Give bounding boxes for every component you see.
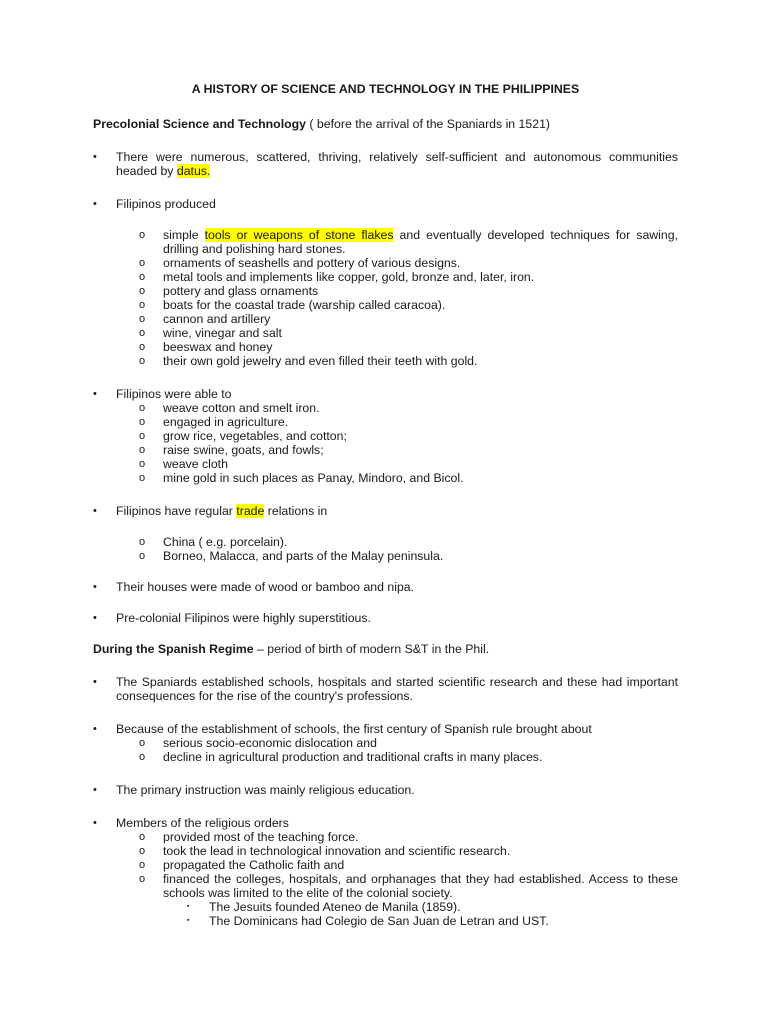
list-item: • There were numerous, scattered, thriving, relatively self-sufficient and autonomous communities headed by datus. (93, 150, 678, 178)
sublist-item: o provided most of the teaching force. (139, 830, 678, 844)
spanish-heading: During the Spanish Regime (93, 642, 254, 656)
sublist-item: o simple tools or weapons of stone flakes and eventually developed techniques for sawing, drilling and polishing hard stones. (139, 228, 678, 256)
sublist-item: o grow rice, vegetables, and cotton; (139, 429, 678, 443)
highlight-stone-tools: tools or weapons of stone flakes (204, 228, 394, 242)
sublist-schools (187, 900, 678, 928)
precolonial-subheading: ( before the arrival of the Spaniards in 1521) (305, 117, 551, 131)
sublist-item: o ornaments of seashells and pottery of various designs. (139, 256, 678, 270)
sublist-item: ▪ The Jesuits founded Ateneo de Manila (1859). (187, 900, 678, 914)
spanish-heading-line (93, 642, 678, 656)
sublist-item: o China ( e.g. porcelain). (139, 535, 678, 549)
sublist-item: o cannon and artillery (139, 312, 678, 326)
sublist-item: o weave cloth (139, 457, 678, 471)
precolonial-list (93, 150, 678, 625)
precolonial-heading: Precolonial Science and Technology (93, 117, 306, 131)
list-item: • Filipinos have regular trade relations in o China ( e.g. porcelain). o Borneo, Malacca, and parts of the Malay peninsula. (93, 504, 678, 563)
list-item: • Filipinos were able to o weave cotton and smelt iron. o engaged in agriculture. o grow rice, vegetables, and cotton; o raise swine, goats, and fowls; o weave cloth o mine gold in such places as Panay, Mindoro, and Bicol. (93, 387, 678, 485)
sublist-produced (139, 228, 678, 368)
list-item: • Filipinos produced o simple tools or weapons of stone flakes and eventually developed techniques for sawing, drilling and polishing hard stones. o ornaments of seashells and pottery of various designs. o metal tools and implements like copper, gold, bronze and, later, iron. o pottery and glass ornaments o boats for the coastal trade (warship called caracoa). o cannon and artillery o wine, vinegar and salt o beeswax and honey o their own gold jewelry and even filled their teeth with gold. (93, 197, 678, 368)
highlight-trade: trade (236, 504, 265, 518)
sublist-item: o their own gold jewelry and even filled their teeth with gold. (139, 354, 678, 368)
sublist-brought-about (139, 736, 678, 764)
spanish-subheading: – period of birth of modern S&T in the Phil. (253, 642, 490, 656)
sublist-item: o wine, vinegar and salt (139, 326, 678, 340)
sublist-religious-orders (139, 830, 678, 928)
list-item: • The Spaniards established schools, hospitals and started scientific research and these had important consequences for the rise of the country's professions. (93, 675, 678, 703)
document-title: A HISTORY OF SCIENCE AND TECHNOLOGY IN THE PHILIPPINES (191, 82, 580, 96)
highlight-datus: datus. (176, 164, 211, 178)
list-item: • Their houses were made of wood or bamboo and nipa. (93, 580, 678, 594)
sublist-item: o took the lead in technological innovation and scientific research. (139, 844, 678, 858)
sublist-item: o pottery and glass ornaments (139, 284, 678, 298)
sublist-item: o propagated the Catholic faith and (139, 858, 678, 872)
sublist-item: ▪ The Dominicans had Colegio de San Juan de Letran and UST. (187, 914, 678, 928)
sublist-item: o serious socio-economic dislocation and (139, 736, 678, 750)
sublist-item: o mine gold in such places as Panay, Mindoro, and Bicol. (139, 471, 678, 485)
sublist-item: o financed the colleges, hospitals, and orphanages that they had established. Access to these schools was limited to the elite of the colonial society. ▪ The Jesuits founded Ateneo de Manila (1859). ▪ The Dominicans had Colegio de San Juan de Letran and UST. (139, 872, 678, 928)
sublist-item: o beeswax and honey (139, 340, 678, 354)
list-item: • Pre-colonial Filipinos were highly superstitious. (93, 611, 678, 625)
list-item: • The primary instruction was mainly religious education. (93, 783, 678, 797)
sublist-item: o decline in agricultural production and traditional crafts in many places. (139, 750, 678, 764)
sublist-able-to (139, 401, 678, 485)
list-item: • Members of the religious orders o provided most of the teaching force. o took the lead in technological innovation and scientific research. o propagated the Catholic faith and o financed the colleges, hospitals, and orphanages that they had established. Access to these schools was limited to the elite of the colonial society. ▪ The Jesuits founded Ateneo de Manila (1859). ▪ The Dominicans had Colegio de San Juan de Letran and UST. (93, 816, 678, 928)
sublist-trade (139, 535, 678, 563)
sublist-item: o boats for the coastal trade (warship called caracoa). (139, 298, 678, 312)
sublist-item: o engaged in agriculture. (139, 415, 678, 429)
precolonial-heading-line (93, 117, 678, 131)
sublist-item: o raise swine, goats, and fowls; (139, 443, 678, 457)
sublist-item: o Borneo, Malacca, and parts of the Malay peninsula. (139, 549, 678, 563)
list-item: • Because of the establishment of schools, the first century of Spanish rule brought about o serious socio-economic dislocation and o decline in agricultural production and traditional crafts in many places. (93, 722, 678, 764)
sublist-item: o metal tools and implements like copper, gold, bronze and, later, iron. (139, 270, 678, 284)
sublist-item: o weave cotton and smelt iron. (139, 401, 678, 415)
spanish-list (93, 675, 678, 928)
